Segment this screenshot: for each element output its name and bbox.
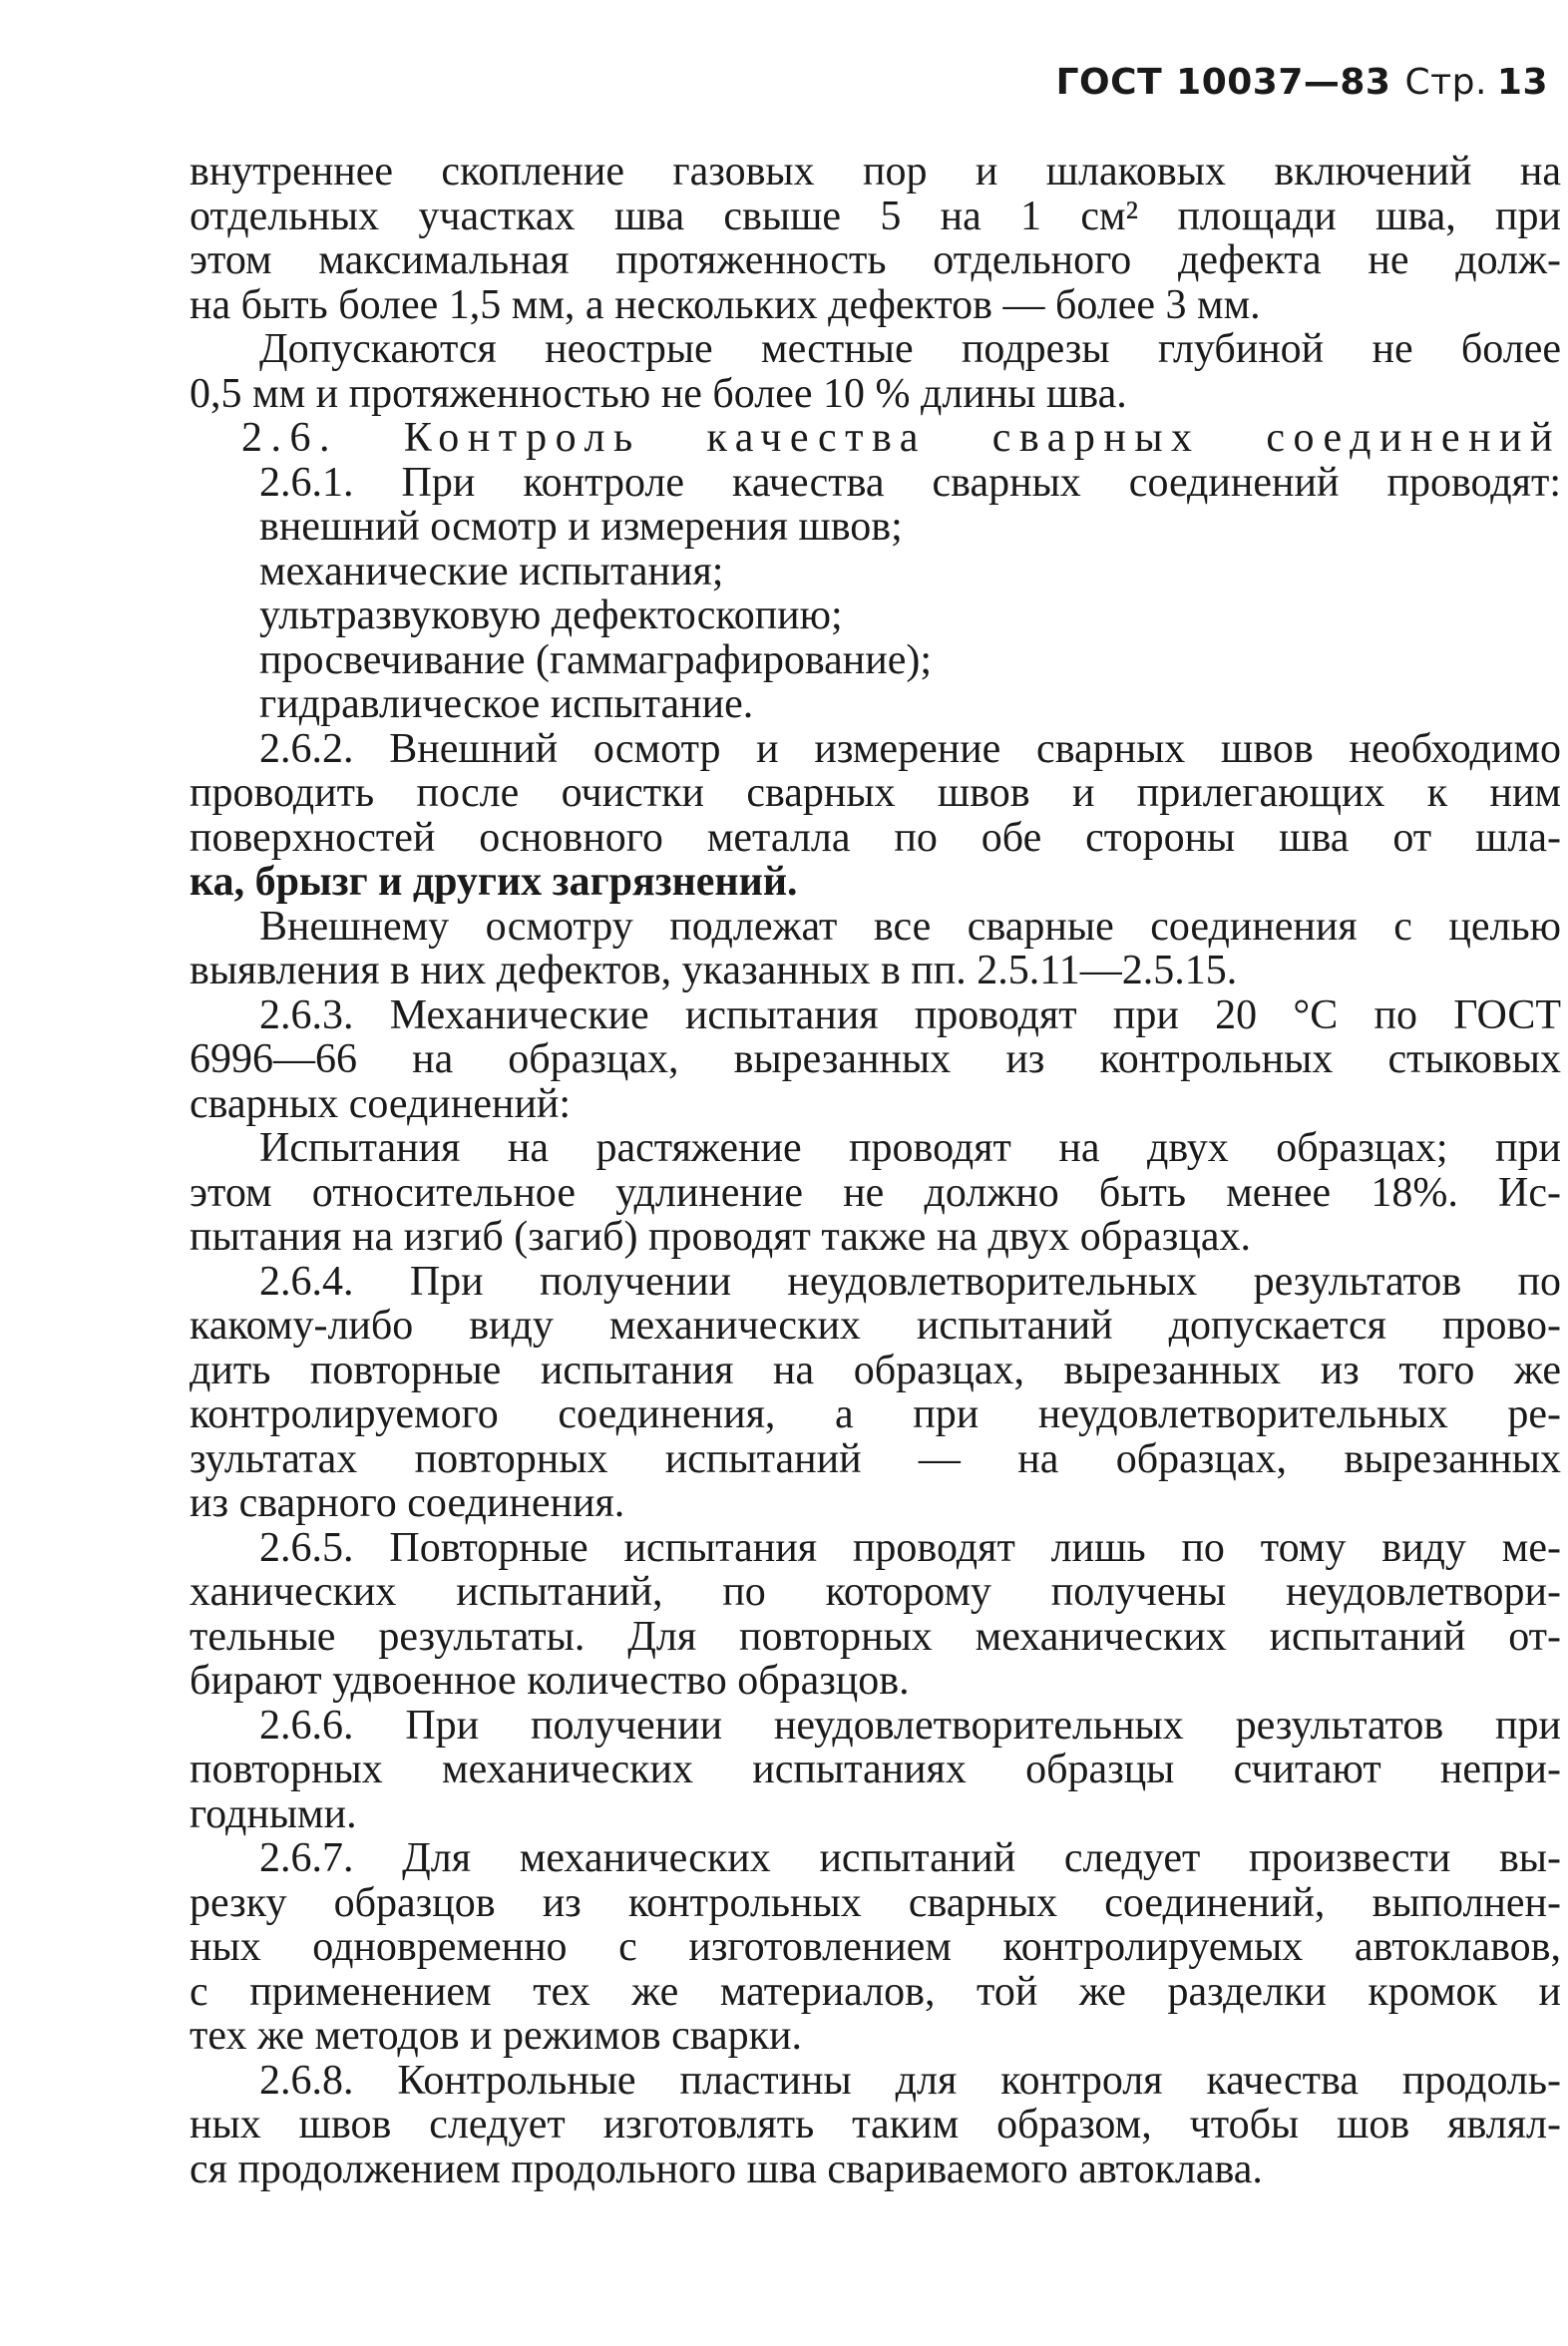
text-line: дить повторные испытания на образцах, вырезанных из того же <box>190 1347 1561 1393</box>
text-line: контролируемого соединения, а при неудовлетворительных ре- <box>190 1391 1561 1437</box>
text-line: внутреннее скопление газовых пор и шлаковых включений на <box>190 149 1561 195</box>
text-line: с применением тех же материалов, той же разделки кромок и <box>190 1968 1561 2015</box>
text-line: годными. <box>190 1790 357 1837</box>
text-line: 0,5 мм и протяженностью не более 10 % длины шва. <box>190 370 1127 417</box>
text-line: тельные результаты. Для повторных механических испытаний от- <box>190 1613 1561 1660</box>
text-line: какому-либо виду механических испытаний допускается прово- <box>190 1303 1561 1349</box>
text-line: этом относительное удлинение не должно быть менее 18%. Ис- <box>190 1169 1561 1216</box>
text-line: ка, брызг и других загрязнений. <box>190 859 798 905</box>
text-line: ультразвуковую дефектоскопию; <box>259 592 843 638</box>
page-number: 13 <box>1496 62 1548 103</box>
text-line: 2.6.6. При получении неудовлетворительных результатов при <box>259 1702 1561 1749</box>
page-label: Стр. <box>1404 62 1487 103</box>
text-line: отдельных участках шва свыше 5 на 1 см² площади шва, при <box>190 193 1561 239</box>
text-line: Испытания на растяжение проводят на двух образцах; при <box>259 1125 1561 1171</box>
text-line: 2.6.1. При контроле качества сварных соединений проводят: <box>259 459 1561 506</box>
text-line: резку образцов из контрольных сварных соединений, выполнен- <box>190 1879 1561 1926</box>
text-line: 2.6.5. Повторные испытания проводят лишь по тому виду ме- <box>259 1524 1561 1571</box>
text-line: 6996—66 на образцах, вырезанных из контрольных стыковых <box>190 1036 1561 1082</box>
text-line: гидравлическое испытание. <box>259 681 754 727</box>
body-text <box>190 150 1561 2191</box>
text-line: 2.6.8. Контрольные пластины для контроля качества продоль- <box>259 2057 1561 2104</box>
text-line: поверхностей основного металла по обе стороны шва от шла- <box>190 814 1561 861</box>
text-line: зультатах повторных испытаний — на образцах, вырезанных <box>190 1435 1561 1482</box>
text-line: ся продолжением продольного шва свариваемого автоклава. <box>190 2146 1263 2192</box>
text-line: из сварного соединения. <box>190 1480 625 1526</box>
text-line: ных одновременно с изготовлением контролируемых автоклавов, <box>190 1924 1561 1970</box>
text-line: ных швов следует изготовлять таким образом, чтобы шов являл- <box>190 2102 1561 2148</box>
text-line: механические испытания; <box>259 548 724 594</box>
text-line: 2.6.4. При получении неудовлетворительных результатов по <box>259 1258 1561 1305</box>
text-line: этом максимальная протяженность отдельного дефекта не долж- <box>190 237 1561 283</box>
text-line: на быть более 1,5 мм, а нескольких дефектов — более 3 мм. <box>190 281 1261 328</box>
text-line: Внешнему осмотру подлежат все сварные соединения с целью <box>259 903 1561 950</box>
text-line: внешний осмотр и измерения швов; <box>259 504 903 550</box>
text-line: проводить после очистки сварных швов и прилегающих к ним <box>190 770 1561 816</box>
standard-number: 10037—83 <box>1176 62 1391 103</box>
text-line: выявления в них дефектов, указанных в пп. 2.5.11—2.5.15. <box>190 948 1238 993</box>
text-line: пытания на изгиб (загиб) проводят также на двух образцах. <box>190 1214 1251 1260</box>
text-line: 2.6.7. Для механических испытаний следует произвести вы- <box>259 1835 1561 1881</box>
text-line: тех же методов и режимов сварки. <box>190 2013 803 2059</box>
text-line: бирают удвоенное количество образцов. <box>190 1658 910 1704</box>
standard-label: ГОСТ <box>1055 62 1163 103</box>
text-line: 2.6.2. Внешний осмотр и измерение сварных швов необходимо <box>259 725 1561 772</box>
text-line: просвечивание (гаммаграфирование); <box>259 636 933 683</box>
page-header <box>1056 62 1548 103</box>
text-line: ханических испытаний, по которому получены неудовлетвори- <box>190 1569 1561 1615</box>
text-line: сварных соединений: <box>190 1080 572 1127</box>
section-heading: 2.6. Контроль качества сварных соединений <box>241 415 1561 461</box>
text-line: 2.6.3. Механические испытания проводят при 20 °С по ГОСТ <box>259 991 1561 1038</box>
text-line: Допускаются неострые местные подрезы глубиной не более <box>259 326 1561 372</box>
text-line: повторных механических испытаниях образцы считают непри- <box>190 1747 1561 1792</box>
